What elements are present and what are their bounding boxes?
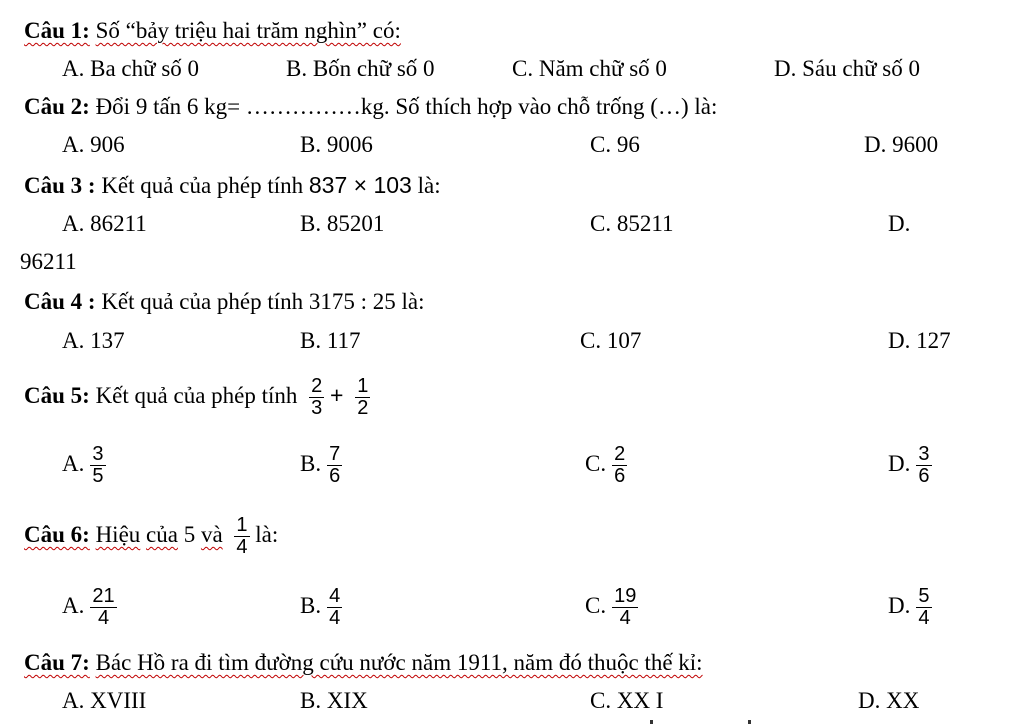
question-3-text: Kết quả của phép tính <box>101 173 304 198</box>
question-6-options <box>0 580 1024 632</box>
fraction-denominator: 6 <box>918 465 930 488</box>
question-3-expression: 837 × 103 <box>308 172 412 198</box>
question-1-label: Câu 1: <box>24 18 90 43</box>
question-7-text: Bác Hồ ra đi tìm đường cứu nước năm 1911, năm đó thuộc thế kỉ: <box>95 650 703 675</box>
question-6-number: 5 <box>183 522 196 547</box>
fraction-denominator: 6 <box>329 465 341 488</box>
question-5-fraction-1 <box>309 376 324 419</box>
q6-option-b[interactable] <box>300 580 342 632</box>
q7-option-c[interactable]: C. XX I <box>590 688 664 713</box>
cut-off-text-fragment <box>642 720 762 726</box>
q1-option-c[interactable]: C. Năm chữ số 0 <box>512 56 667 81</box>
question-4-label: Câu 4 : <box>24 289 96 314</box>
q7-option-d[interactable]: D. XX <box>858 688 920 713</box>
option-letter: D. <box>888 451 911 476</box>
option-letter: B. <box>300 451 322 476</box>
option-letter: A. <box>62 451 85 476</box>
question-5-fraction-2 <box>355 376 370 419</box>
question-6-word-cua: của <box>146 522 178 547</box>
question-4-options <box>0 324 1024 358</box>
q6-option-a[interactable] <box>62 580 117 632</box>
fraction-numerator: 3 <box>92 443 104 466</box>
fraction-numerator: 3 <box>918 443 930 466</box>
q5-option-b[interactable] <box>300 438 342 490</box>
q5-option-a[interactable] <box>62 438 106 490</box>
q5-option-c[interactable] <box>585 438 627 490</box>
fraction-denominator: 4 <box>236 536 248 559</box>
question-6-fraction <box>234 515 249 558</box>
fraction-denominator: 2 <box>357 397 369 420</box>
q2-option-c[interactable]: C. 96 <box>590 132 640 157</box>
question-3-label: Câu 3 : <box>24 173 96 198</box>
fraction-denominator: 4 <box>619 607 631 630</box>
fraction-numerator: 5 <box>918 585 930 608</box>
question-3-options <box>0 207 1024 241</box>
question-4 <box>24 285 1024 319</box>
option-letter: C. <box>585 451 607 476</box>
fraction-denominator: 6 <box>614 465 626 488</box>
fraction-numerator: 1 <box>236 514 248 537</box>
fraction-denominator: 5 <box>92 465 104 488</box>
question-7 <box>24 646 1024 680</box>
q4-option-b[interactable]: B. 117 <box>300 328 361 353</box>
q3-option-d-value[interactable]: 96211 <box>20 249 77 274</box>
q4-option-c[interactable]: C. 107 <box>580 328 642 353</box>
question-1 <box>24 14 1024 48</box>
question-6-suffix: là: <box>255 522 279 547</box>
question-7-label: Câu 7: <box>24 650 90 675</box>
question-6-word-va: và <box>200 522 223 547</box>
question-5-options <box>0 438 1024 490</box>
fraction-numerator: 21 <box>92 585 115 608</box>
q3-option-d[interactable]: D. <box>888 211 911 236</box>
plus-sign: + <box>330 382 344 408</box>
q7-option-b[interactable]: B. XIX <box>300 688 368 713</box>
question-4-text: Kết quả của phép tính 3175 : 25 là: <box>101 289 425 314</box>
q1-option-a[interactable]: A. Ba chữ số 0 <box>62 56 200 81</box>
question-5-label: Câu 5: <box>24 383 90 408</box>
question-3-option-d-wrap <box>0 245 1024 279</box>
fraction-numerator: 2 <box>311 375 323 398</box>
question-2-options <box>0 128 1024 162</box>
option-letter: A. <box>62 593 85 618</box>
option-letter: C. <box>585 593 607 618</box>
q4-option-d[interactable]: D. 127 <box>888 328 951 353</box>
fraction-numerator: 1 <box>357 375 369 398</box>
question-7-options <box>0 684 1024 718</box>
fraction-denominator: 4 <box>918 607 930 630</box>
q2-option-b[interactable]: B. 9006 <box>300 132 373 157</box>
question-6-label: Câu 6: <box>24 522 90 547</box>
question-3-suffix: là: <box>417 173 441 198</box>
q3-option-c[interactable]: C. 85211 <box>590 211 674 236</box>
q4-option-a[interactable]: A. 137 <box>62 328 125 353</box>
fraction-numerator: 2 <box>614 443 626 466</box>
question-3 <box>24 168 1024 202</box>
q6-option-c[interactable] <box>585 580 638 632</box>
fraction-numerator: 4 <box>329 585 341 608</box>
question-1-text: Số “bảy triệu hai trăm nghìn” có: <box>95 18 401 43</box>
question-6 <box>24 512 1024 558</box>
q2-option-d[interactable]: D. 9600 <box>864 132 939 157</box>
option-letter: B. <box>300 593 322 618</box>
fraction-denominator: 4 <box>329 607 341 630</box>
q3-option-a[interactable]: A. 86211 <box>62 211 147 236</box>
q3-option-b[interactable]: B. 85201 <box>300 211 385 236</box>
question-5-text: Kết quả của phép tính <box>95 383 298 408</box>
fraction-numerator: 7 <box>329 443 341 466</box>
question-2-text: Đổi 9 tấn 6 kg= ……………kg. Số thích hợp vào chỗ trống (…) là: <box>95 94 718 119</box>
fraction-numerator: 19 <box>614 585 637 608</box>
fraction-denominator: 4 <box>97 607 110 630</box>
q2-option-a[interactable]: A. 906 <box>62 132 125 157</box>
question-2-label: Câu 2: <box>24 94 90 119</box>
q1-option-d[interactable]: D. Sáu chữ số 0 <box>774 56 920 81</box>
fraction-denominator: 3 <box>311 397 323 420</box>
option-letter: D. <box>888 593 911 618</box>
question-5 <box>24 372 1024 418</box>
q1-option-b[interactable]: B. Bốn chữ số 0 <box>286 56 435 81</box>
q5-option-d[interactable] <box>888 438 932 490</box>
q6-option-d[interactable] <box>888 580 932 632</box>
question-2 <box>24 90 1024 124</box>
q7-option-a[interactable]: A. XVIII <box>62 688 147 713</box>
question-6-word-hieu: Hiệu <box>95 522 141 547</box>
question-1-options <box>0 52 1024 86</box>
